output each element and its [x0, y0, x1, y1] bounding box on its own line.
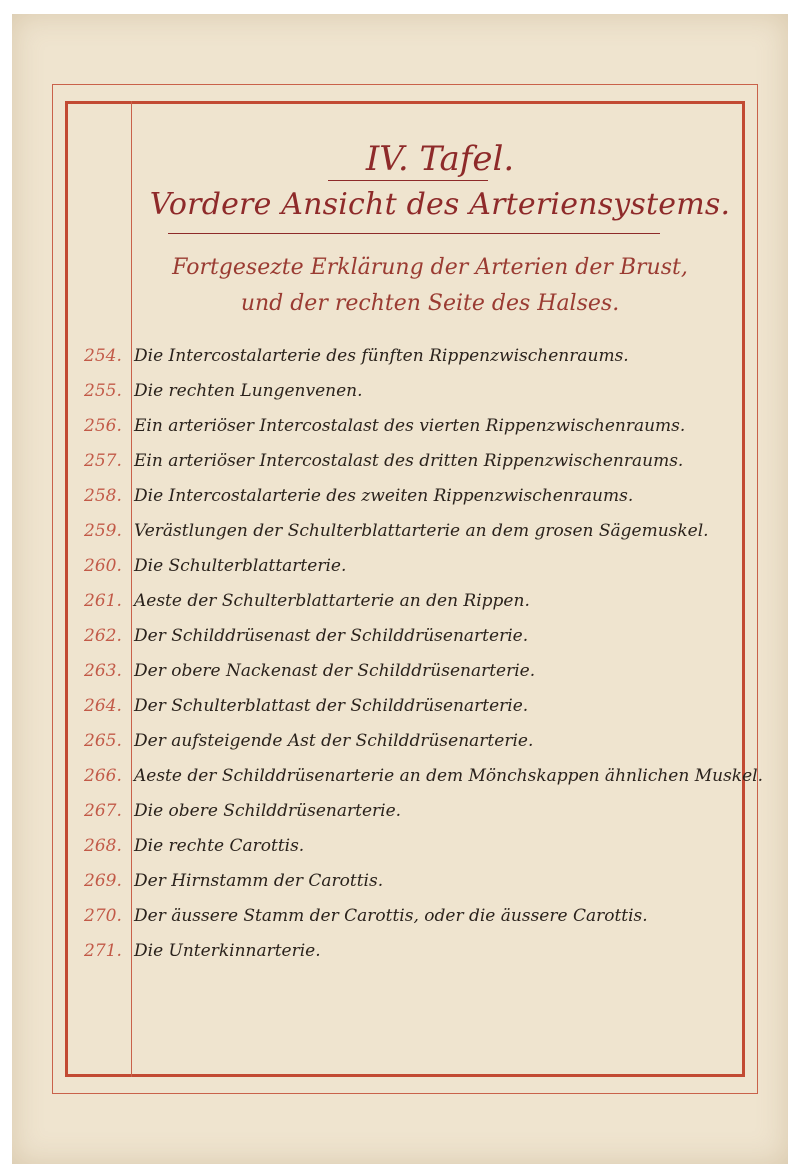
list-item — [0, 410, 800, 443]
entry-text: Ein arteriöser Intercostalast des dritten Rippenzwischenraums. — [134, 451, 684, 471]
list-item — [0, 865, 800, 898]
title-underline — [328, 180, 488, 181]
list-item — [0, 585, 800, 618]
entry-number: 263. — [84, 661, 122, 681]
list-item — [0, 550, 800, 583]
list-item — [0, 340, 800, 373]
entry-text: Die obere Schilddrüsenarterie. — [134, 801, 402, 821]
list-item — [0, 935, 800, 968]
entry-text: Verästlungen der Schulterblattarterie an dem grosen Sägemuskel. — [134, 521, 709, 541]
entry-number: 261. — [84, 591, 122, 611]
entry-number: 267. — [84, 801, 122, 821]
entry-number: 260. — [84, 556, 122, 576]
entry-text: Die rechte Carottis. — [134, 836, 305, 856]
entry-text: Der Schilddrüsenast der Schilddrüsenarterie. — [134, 626, 529, 646]
list-item — [0, 690, 800, 723]
entry-text: Der obere Nackenast der Schilddrüsenarterie. — [134, 661, 536, 681]
list-item — [0, 725, 800, 758]
entry-number: 269. — [84, 871, 122, 891]
subtitle-underline — [168, 233, 660, 234]
entry-text: Der Hirnstamm der Carottis. — [134, 871, 384, 891]
list-item — [0, 900, 800, 933]
list-item — [0, 375, 800, 408]
list-item — [0, 620, 800, 653]
entry-text: Aeste der Schulterblattarterie an den Rippen. — [134, 591, 530, 611]
list-item — [0, 655, 800, 688]
entry-number: 259. — [84, 521, 122, 541]
entry-number: 258. — [84, 486, 122, 506]
entry-text: Die Schulterblattarterie. — [134, 556, 347, 576]
entry-text: Ein arteriöser Intercostalast des vierten Rippenzwischenraums. — [134, 416, 686, 436]
entry-number: 264. — [84, 696, 122, 716]
entry-text: Die rechten Lungenvenen. — [134, 381, 363, 401]
list-item — [0, 795, 800, 828]
entry-number: 268. — [84, 836, 122, 856]
entry-text: Die Unterkinnarterie. — [134, 941, 321, 961]
entry-number: 254. — [84, 346, 122, 366]
plate-subtitle: Vordere Ansicht des Arteriensystems. — [149, 187, 731, 222]
list-item — [0, 445, 800, 478]
list-item — [0, 760, 800, 793]
entry-number: 256. — [84, 416, 122, 436]
entry-number: 262. — [84, 626, 122, 646]
entry-number: 270. — [84, 906, 122, 926]
list-item — [0, 480, 800, 513]
plate-description: Fortgesezte Erklärung der Arterien der Brust, und der rechten Seite des Halses. — [172, 255, 688, 316]
plate-title: IV. Tafel. — [365, 139, 515, 179]
list-item — [0, 830, 800, 863]
entry-text: Der aufsteigende Ast der Schilddrüsenarterie. — [134, 731, 534, 751]
entry-number: 257. — [84, 451, 122, 471]
entry-text: Der Schulterblattast der Schilddrüsenarterie. — [134, 696, 529, 716]
entry-number: 266. — [84, 766, 122, 786]
entry-text: Die Intercostalarterie des zweiten Rippenzwischenraums. — [134, 486, 634, 506]
entry-text: Die Intercostalarterie des fünften Rippenzwischenraums. — [134, 346, 629, 366]
entry-number: 265. — [84, 731, 122, 751]
list-item — [0, 515, 800, 548]
entry-number: 255. — [84, 381, 122, 401]
entry-text: Der äussere Stamm der Carottis, oder die äussere Carottis. — [134, 906, 648, 926]
entry-text: Aeste der Schilddrüsenarterie an dem Mönchskappen ähnlichen Muskel. — [134, 766, 763, 786]
entry-number: 271. — [84, 941, 122, 961]
